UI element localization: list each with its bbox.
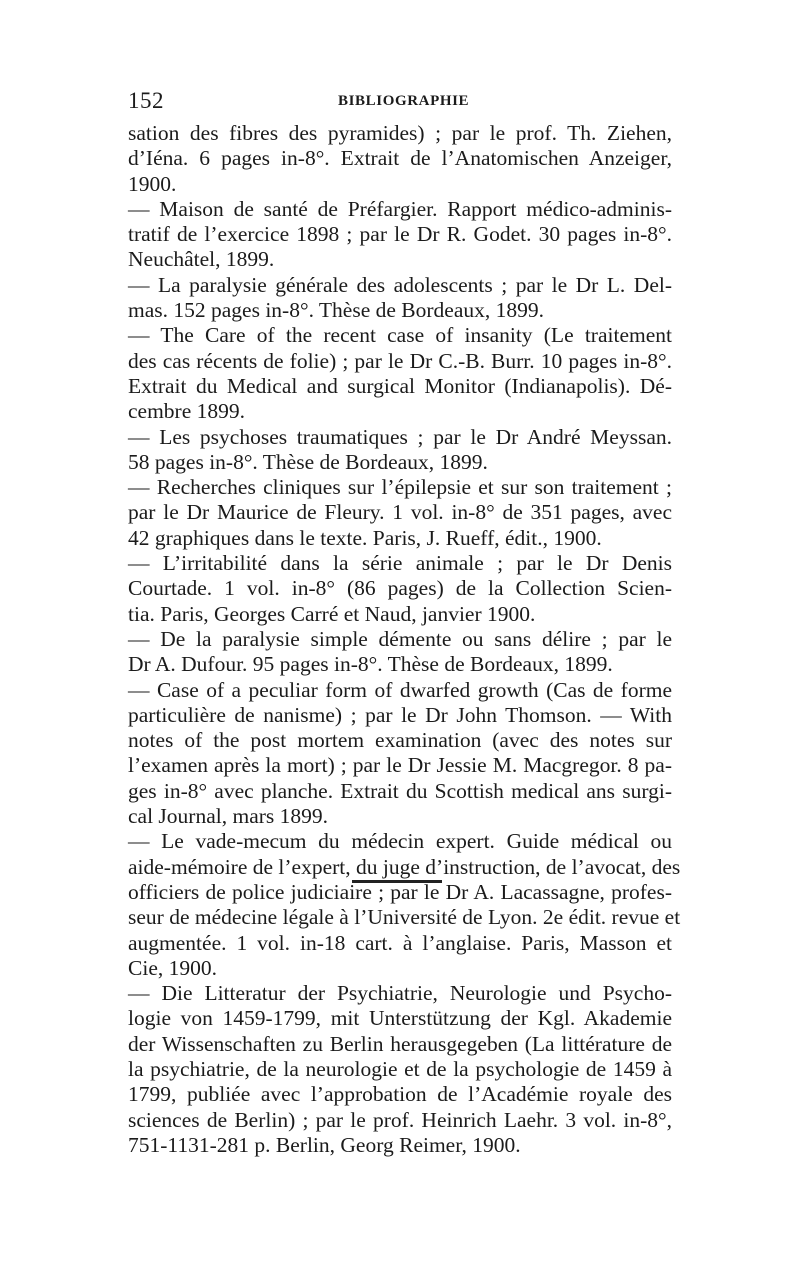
text-line: der Wissenschaften zu Berlin herausgegeben (La littérature de bbox=[128, 1031, 672, 1056]
text-line: augmentée. 1 vol. in-18 cart. à l’anglaise. Paris, Masson et bbox=[128, 930, 672, 955]
text-line: — De la paralysie simple démente ou sans délire ; par le bbox=[128, 626, 672, 651]
text-line: 1900. bbox=[128, 171, 177, 196]
text-line: — Case of a peculiar form of dwarfed growth (Cas de forme bbox=[128, 677, 672, 702]
text-line: sciences de Berlin) ; par le prof. Heinrich Laehr. 3 vol. in-8°, bbox=[128, 1107, 672, 1132]
page-number: 152 bbox=[128, 88, 164, 113]
text-line: — The Care of the recent case of insanity (Le traitement bbox=[128, 323, 672, 348]
text-line: — Maison de santé de Préfargier. Rapport médico-adminis- bbox=[128, 196, 672, 221]
text-line: Cie, 1900. bbox=[128, 955, 217, 980]
text-line: aide-mémoire de l’expert, du juge d’instruction, de l’avocat, des bbox=[128, 854, 681, 879]
text-line: notes of the post mortem examination (avec des notes sur bbox=[128, 728, 672, 753]
text-line: la psychiatrie, de la neurologie et de la psychologie de 1459 à bbox=[128, 1056, 672, 1081]
text-line: sation des fibres des pyramides) ; par le prof. Th. Ziehen, bbox=[128, 121, 672, 145]
text-line: mas. 152 pages in-8°. Thèse de Bordeaux, 1899. bbox=[128, 298, 545, 323]
text-line: logie von 1459-1799, mit Unterstützung der Kgl. Akademie bbox=[128, 1006, 672, 1031]
text-line: ges in-8° avec planche. Extrait du Scottish medical ans surgi- bbox=[128, 778, 672, 803]
text-line: particulière de nanisme) ; par le Dr John Thomson. — With bbox=[128, 702, 672, 727]
text-line: — Le vade-mecum du médecin expert. Guide médical ou bbox=[128, 829, 672, 854]
text-line: cembre 1899. bbox=[128, 399, 246, 424]
text-line: — Les psychoses traumatiques ; par le Dr André Meyssan. bbox=[128, 424, 672, 449]
text-line: Neuchâtel, 1899. bbox=[128, 247, 275, 272]
text-line: — L’irritabilité dans la série animale ; par le Dr Denis bbox=[128, 551, 672, 576]
text-line: 751-1131-281 p. Berlin, Georg Reimer, 1900. bbox=[128, 1132, 521, 1157]
text-line: Dr A. Dufour. 95 pages in-8°. Thèse de Bordeaux, 1899. bbox=[128, 652, 613, 677]
text-line: — La paralysie générale des adolescents ; par le Dr L. Del- bbox=[128, 272, 672, 297]
text-line: tratif de l’exercice 1898 ; par le Dr R. Godet. 30 pages in-8°. bbox=[128, 222, 672, 247]
text-line: d’Iéna. 6 pages in-8°. Extrait de l’Anatomischen Anzeiger, bbox=[128, 146, 672, 171]
text-line: Courtade. 1 vol. in-8° (86 pages) de la Collection Scien- bbox=[128, 576, 672, 601]
end-rule bbox=[352, 880, 442, 883]
text-line: par le Dr Maurice de Fleury. 1 vol. in-8° de 351 pages, avec bbox=[128, 500, 672, 525]
text-line: cal Journal, mars 1899. bbox=[128, 804, 329, 829]
bibliography-text bbox=[128, 121, 681, 1158]
text-line: tia. Paris, Georges Carré et Naud, janvier 1900. bbox=[128, 601, 536, 626]
text-line: des cas récents de folie) ; par le Dr C.-B. Burr. 10 pages in-8°. bbox=[128, 348, 672, 373]
text-line: 58 pages in-8°. Thèse de Bordeaux, 1899. bbox=[128, 449, 488, 474]
text-line: — Recherches cliniques sur l’épilepsie et sur son traitement ; bbox=[128, 475, 672, 500]
text-line: Extrait du Medical and surgical Monitor (Indianapolis). Dé- bbox=[128, 373, 672, 398]
text-line: seur de médecine légale à l’Université de Lyon. 2e édit. revue et bbox=[128, 905, 681, 930]
text-line: — Die Litteratur der Psychiatrie, Neurologie und Psycho- bbox=[128, 981, 672, 1006]
text-line: 1799, publiée avec l’approbation de l’Académie royale des bbox=[128, 1082, 672, 1107]
text-line: 42 graphiques dans le texte. Paris, J. Rueff, édit., 1900. bbox=[128, 525, 602, 550]
running-title: BIBLIOGRAPHIE bbox=[338, 93, 470, 109]
page-header bbox=[128, 88, 670, 118]
text-line: l’examen après la mort) ; par le Dr Jessie M. Macgregor. 8 pa- bbox=[128, 753, 672, 778]
text-line: officiers de police judiciaire ; par le Dr A. Lacassagne, profes- bbox=[128, 879, 672, 904]
